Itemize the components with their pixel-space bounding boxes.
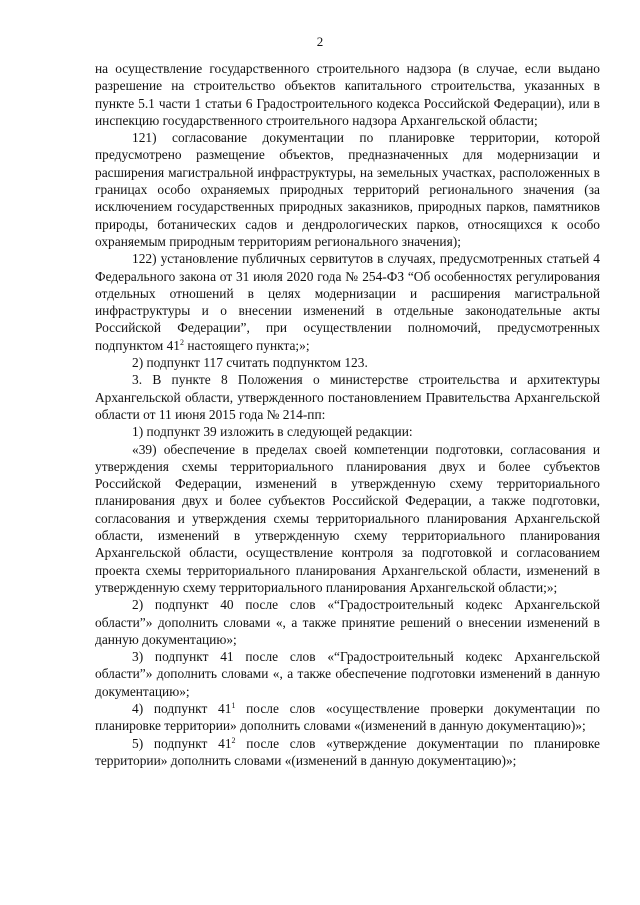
superscript: 1: [231, 700, 236, 710]
paragraph-point-3-item-3: 3) подпункт 41 после слов «“Градостроительный кодекс Архангельской области”» дополнить словами «, а также обеспечение подготовки изменений в данную документацию»;: [95, 649, 600, 699]
paragraph-point-3-item-4: [95, 700, 600, 735]
superscript: 2: [179, 337, 184, 347]
superscript: 2: [231, 735, 236, 745]
paragraph-continuation: на осуществление государственного строительного надзора (в случае, если выдано разрешение на строительство объектов капитального строительства, указанных в пункте 5.1 части 1 статьи 6 Градостроительного кодекса Российской Федерации), или в инспекцию государственного строительного надзора Архангельской области;: [95, 61, 600, 128]
paragraph-text: настоящего пункта;»;: [183, 337, 310, 353]
paragraph-item-122: [95, 250, 600, 354]
page-number: 2: [316, 34, 324, 49]
paragraph-item-39: «39) обеспечение в пределах своей компетенции подготовки, согласования и утверждения схемы территориального планирования двух и более субъектов Российской Федерации, изменений в утвержденную схему территориального планирования двух и более субъектов Российской Федерации, а также подготовки, согласования и утверждения схемы территориального планирования Архангельской области, изменений в утвержденную схему территориального планирования Архангельской области, осуществление контроля за подготовкой и согласованием проекта схемы территориального планирования Архангельской области, изменений в утвержденную схему территориального планирования Архангельской области;»;: [95, 441, 600, 595]
document-body: [95, 60, 600, 769]
paragraph-text: 5) подпункт 41: [132, 735, 232, 751]
paragraph-item-121: 121) согласование документации по планировке территории, которой предусмотрено размещение объектов, предназначенных для модернизации и расширения магистральной инфраструктуры, на земельных участках, расположенных в границах особо охраняемых природных территорий регионального значения (за исключением государственных природных заказников, природных парков, памятников природы, ботанических садов и дендрологических парков, относящихся к особо охраняемым природным территориям регионального значения);: [95, 130, 600, 249]
paragraph-point-3: 3. В пункте 8 Положения о министерстве строительства и архитектуры Архангельской области, утвержденного постановлением Правительства Архангельской области от 11 июня 2015 года № 214-пп:: [95, 372, 600, 422]
paragraph-point-3-item-5: [95, 735, 600, 770]
paragraph-text: 4) подпункт 41: [132, 700, 232, 716]
paragraph-text: после слов «утверждение документации по планировке территории» дополнить словами «(изменений в данную документацию)»;: [95, 735, 600, 768]
paragraph-text: 122) установление публичных сервитутов в случаях, предусмотренных статьей 4 Федерального закона от 31 июля 2020 года № 254-ФЗ “Об особенностях регулирования отдельных отношений в целях модернизации и расширения магистральной инфраструктуры и о внесении изменений в отдельные законодательные акты Российской Федерации”, при осуществлении полномочий, предусмотренных подпунктом 41: [95, 251, 600, 353]
paragraph-point-3-item-2: 2) подпункт 40 после слов «“Градостроительный кодекс Архангельской области”» дополнить словами «, а также принятие решений о внесении изменений в данную документацию»;: [95, 597, 600, 647]
paragraph-point-3-item-1: 1) подпункт 39 изложить в следующей редакции:: [132, 424, 413, 440]
paragraph-subitem-2: 2) подпункт 117 считать подпунктом 123.: [132, 355, 368, 371]
paragraph-text: после слов «осуществление проверки документации по планировке территории» дополнить словами «(изменений в данную документацию)»;: [95, 700, 600, 734]
